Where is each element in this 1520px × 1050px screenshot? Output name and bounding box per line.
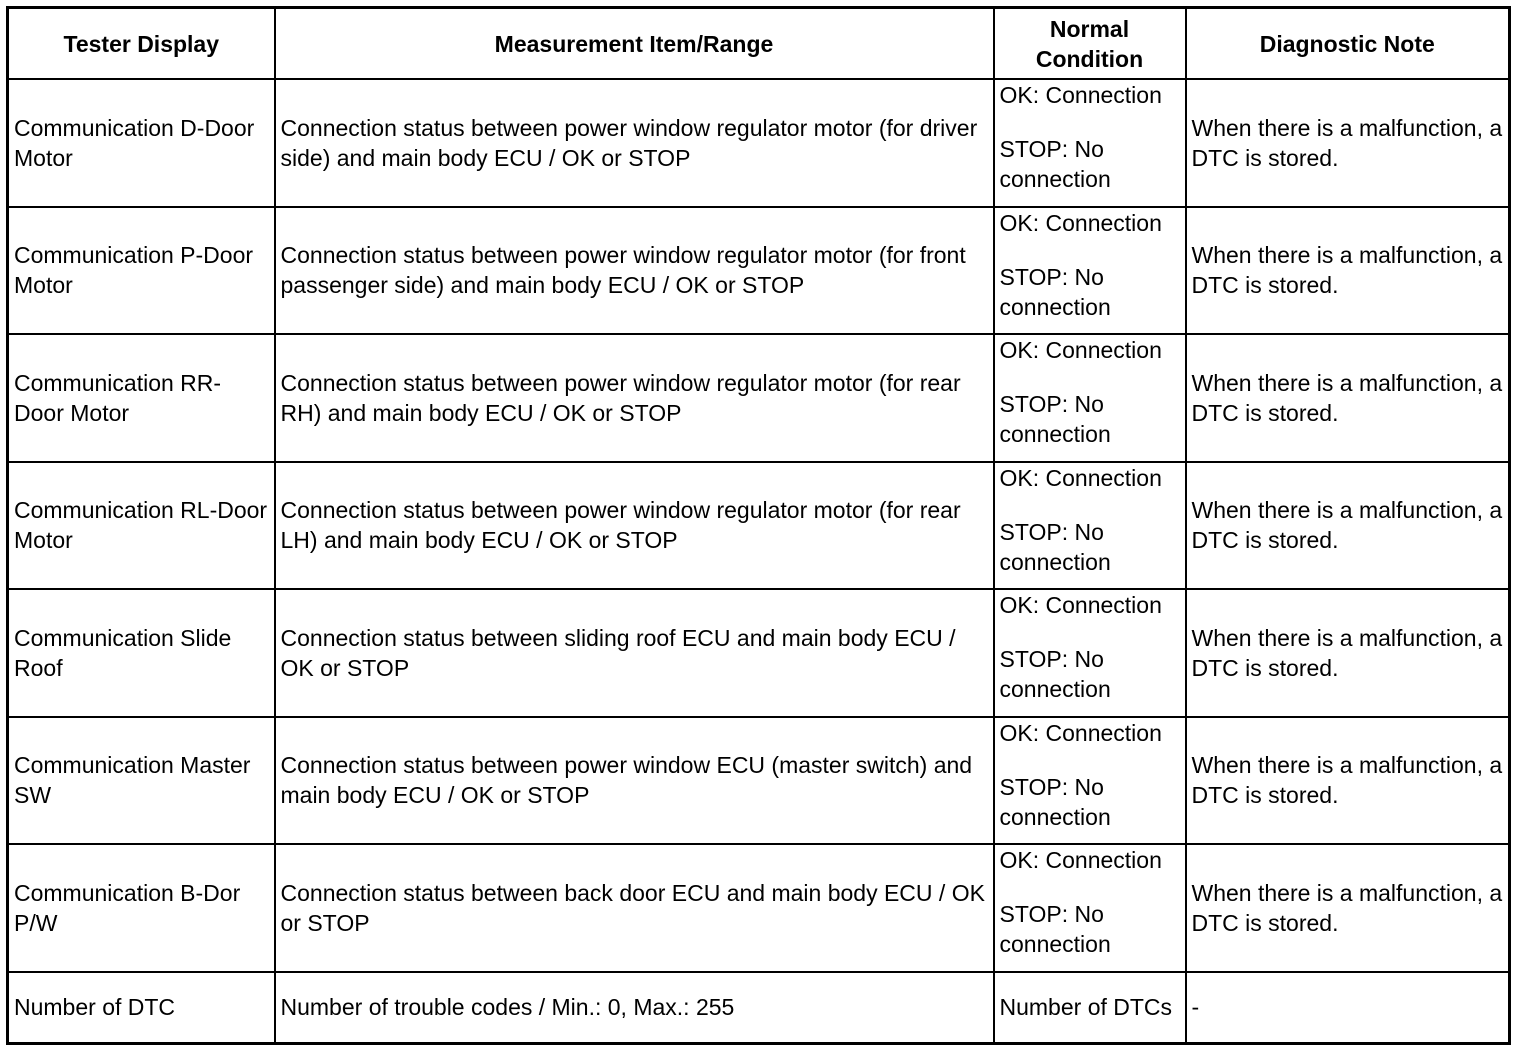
- normal-stop-text: STOP: No connection: [999, 263, 1111, 320]
- tester-display-cell: Communication Master SW: [8, 717, 275, 845]
- tester-display-cell: Number of DTC: [8, 972, 275, 1044]
- measurement-cell: Number of trouble codes / Min.: 0, Max.: 255: [275, 972, 994, 1044]
- table-row: [8, 844, 1510, 972]
- normal-stop-text: STOP: No connection: [999, 901, 1111, 957]
- diagnostic-note-cell: When there is a malfunction, a DTC is stored.: [1186, 79, 1510, 207]
- normal-condition-cell: [994, 207, 1186, 335]
- normal-condition-cell: [994, 334, 1186, 462]
- normal-condition-cell: [994, 844, 1186, 972]
- header-tester-display: Tester Display: [8, 8, 275, 80]
- normal-ok-text: OK: Connection: [999, 337, 1162, 363]
- header-diagnostic-note: Diagnostic Note: [1186, 8, 1510, 80]
- normal-ok-text: OK: Connection: [999, 847, 1162, 873]
- diagnostic-note-cell: When there is a malfunction, a DTC is stored.: [1186, 717, 1510, 845]
- data-list-table: [6, 6, 1511, 1045]
- header-normal-condition: Normal Condition: [994, 8, 1186, 80]
- tester-display-cell: Communication B-Dor P/W: [8, 844, 275, 972]
- normal-condition-cell: [994, 589, 1186, 717]
- normal-ok-text: OK: Connection: [999, 209, 1162, 236]
- measurement-cell: Connection status between power window regulator motor (for driver side) and main body ECU / OK or STOP: [275, 79, 994, 207]
- table-row: [8, 717, 1510, 845]
- table-row: [8, 462, 1510, 590]
- normal-stop-text: STOP: No connection: [999, 391, 1111, 447]
- diagnostic-note-cell: When there is a malfunction, a DTC is stored.: [1186, 207, 1510, 335]
- tester-display-cell: Communication Slide Roof: [8, 589, 275, 717]
- table-row: [8, 207, 1510, 335]
- normal-ok-text: OK: Connection: [999, 719, 1162, 746]
- measurement-cell: Connection status between power window regulator motor (for rear RH) and main body ECU / OK or STOP: [275, 334, 994, 462]
- diagnostic-note-cell: -: [1186, 972, 1510, 1044]
- table-row: [8, 589, 1510, 717]
- table-row: [8, 972, 1510, 1044]
- normal-condition-cell: Number of DTCs: [994, 972, 1186, 1044]
- normal-stop-text: STOP: No connection: [999, 518, 1111, 575]
- header-measurement: Measurement Item/Range: [275, 8, 994, 80]
- tester-display-cell: Communication RR-Door Motor: [8, 334, 275, 462]
- measurement-cell: Connection status between power window regulator motor (for rear LH) and main body ECU / OK or STOP: [275, 462, 994, 590]
- diagnostic-note-cell: When there is a malfunction, a DTC is stored.: [1186, 589, 1510, 717]
- normal-stop-text: STOP: No connection: [999, 136, 1111, 192]
- diagnostic-note-cell: When there is a malfunction, a DTC is stored.: [1186, 844, 1510, 972]
- table-row: [8, 334, 1510, 462]
- tester-display-cell: Communication RL-Door Motor: [8, 462, 275, 590]
- normal-ok-text: OK: Connection: [999, 82, 1162, 108]
- normal-ok-text: OK: Connection: [999, 464, 1162, 491]
- normal-condition-cell: [994, 462, 1186, 590]
- normal-ok-text: OK: Connection: [999, 592, 1162, 618]
- normal-stop-text: STOP: No connection: [999, 646, 1111, 702]
- tester-display-cell: Communication D-Door Motor: [8, 79, 275, 207]
- tester-display-cell: Communication P-Door Motor: [8, 207, 275, 335]
- normal-condition-cell: [994, 717, 1186, 845]
- normal-stop-text: STOP: No connection: [999, 773, 1111, 830]
- measurement-cell: Connection status between power window ECU (master switch) and main body ECU / OK or STOP: [275, 717, 994, 845]
- measurement-cell: Connection status between power window regulator motor (for front passenger side) and main body ECU / OK or STOP: [275, 207, 994, 335]
- diagnostic-note-cell: When there is a malfunction, a DTC is stored.: [1186, 334, 1510, 462]
- measurement-cell: Connection status between sliding roof ECU and main body ECU / OK or STOP: [275, 589, 994, 717]
- measurement-cell: Connection status between back door ECU and main body ECU / OK or STOP: [275, 844, 994, 972]
- normal-condition-cell: [994, 79, 1186, 207]
- header-row: [8, 8, 1510, 80]
- diagnostic-note-cell: When there is a malfunction, a DTC is stored.: [1186, 462, 1510, 590]
- table-row: [8, 79, 1510, 207]
